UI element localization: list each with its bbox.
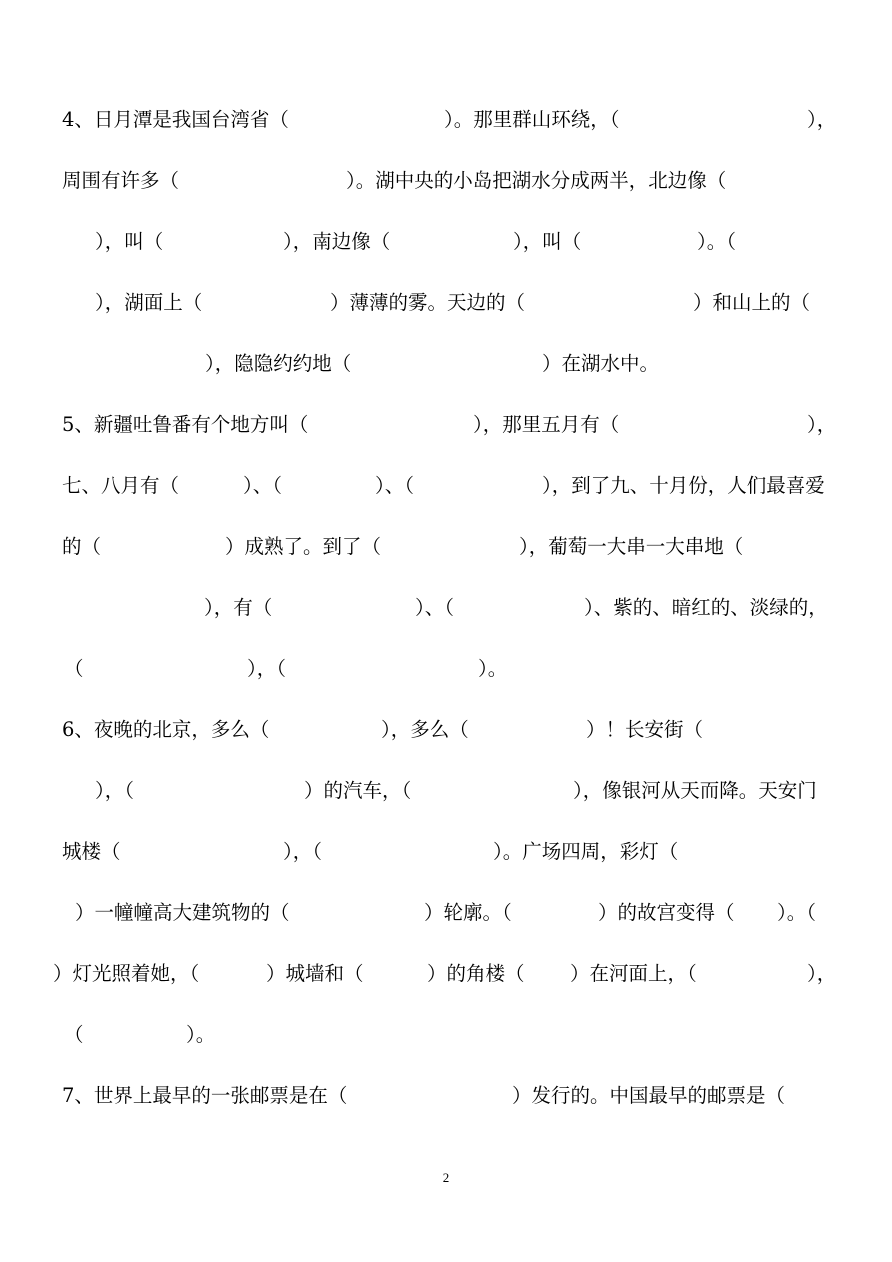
text-line-q6-4 — [0, 893, 892, 933]
text-segment: 6、夜晚的北京，多么（ — [62, 718, 270, 741]
text-segment: ）薄薄的雾。天边的（ — [330, 291, 526, 314]
text-segment: ）、（ — [243, 474, 283, 497]
text-line-q6-2 — [0, 771, 892, 811]
text-segment: ）、（ — [415, 596, 455, 619]
text-segment: ）在湖水中。 — [542, 352, 660, 375]
text-segment: ），叫（ — [513, 230, 582, 253]
text-line-q5-5 — [0, 649, 892, 689]
text-line-q5-3 — [0, 527, 892, 567]
text-segment: ）成熟了。到了（ — [225, 535, 382, 558]
text-line-q4-5 — [0, 344, 892, 384]
text-segment: 城楼（ — [62, 840, 121, 863]
text-segment: ），湖面上（ — [95, 291, 203, 314]
text-segment: ）城墙和（ — [266, 962, 364, 985]
text-line-q4-2 — [0, 161, 892, 201]
text-segment: 5、新疆吐鲁番有个地方叫（ — [62, 413, 309, 436]
text-segment: ），隐隐约约地（ — [205, 352, 352, 375]
text-segment: ）发行的。中国最早的邮票是（ — [512, 1084, 786, 1107]
text-line-q6-3 — [0, 832, 892, 872]
text-segment: 七、八月有（ — [62, 474, 180, 497]
text-segment: ）的故宫变得（ — [598, 901, 735, 924]
text-segment: ）。（ — [777, 901, 817, 924]
text-segment: 的（ — [62, 535, 102, 558]
text-segment: ），葡萄一大串一大串地（ — [519, 535, 744, 558]
text-segment: ）！长安街（ — [586, 718, 704, 741]
text-segment: ），（ — [95, 779, 135, 802]
text-line-q4-1 — [0, 100, 892, 140]
text-segment: ），叫（ — [95, 230, 164, 253]
text-line-q5-1 — [0, 405, 892, 445]
text-line-q5-2 — [0, 466, 892, 506]
text-segment: ），到了九、十月份，人们最喜爱 — [542, 474, 825, 497]
text-segment: ）， — [807, 413, 837, 436]
text-segment: ）。 — [186, 1023, 216, 1046]
text-segment: ）的汽车，（ — [304, 779, 412, 802]
text-segment: ）一幢幢高大建筑物的（ — [75, 901, 290, 924]
text-segment: ），有（ — [204, 596, 273, 619]
text-segment: ），（ — [247, 657, 287, 680]
text-segment: ），像银河从天而降。天安门 — [573, 779, 817, 802]
text-segment: ）和山上的（ — [693, 291, 811, 314]
text-segment: ）。 — [478, 657, 508, 680]
text-segment: （ — [64, 1023, 84, 1046]
text-segment: ）。（ — [697, 230, 737, 253]
text-line-q5-4 — [0, 588, 892, 628]
page-number: 2 — [442, 1170, 450, 1185]
text-segment: ）， — [807, 108, 837, 131]
text-segment: ）。湖中央的小岛把湖水分成两半，北边像（ — [346, 169, 727, 192]
text-line-q7-1 — [0, 1076, 892, 1116]
text-segment: ）轮廓。（ — [424, 901, 512, 924]
text-segment: ）、（ — [375, 474, 415, 497]
text-line-q4-4 — [0, 283, 892, 323]
text-segment: （ — [64, 657, 84, 680]
text-line-q6-6 — [0, 1015, 892, 1055]
text-line-q4-3 — [0, 222, 892, 262]
text-segment: ），那里五月有（ — [473, 413, 620, 436]
text-segment: ）在河面上，（ — [570, 962, 697, 985]
text-segment: ）。那里群山环绕，（ — [444, 108, 620, 131]
text-line-q6-1 — [0, 710, 892, 750]
text-segment: ）、紫的、暗红的、淡绿的， — [584, 596, 828, 619]
text-segment: ）灯光照着她，（ — [53, 962, 200, 985]
text-segment: 周围有许多（ — [62, 169, 180, 192]
text-segment: 4、日月潭是我国台湾省（ — [62, 108, 289, 131]
text-segment: ）， — [807, 962, 837, 985]
text-segment: 7、世界上最早的一张邮票是在（ — [62, 1084, 348, 1107]
text-segment: ）。广场四周，彩灯（ — [493, 840, 679, 863]
text-segment: ）的角楼（ — [427, 962, 525, 985]
text-segment: ），南边像（ — [283, 230, 391, 253]
text-line-q6-5 — [0, 954, 892, 994]
text-segment: ），（ — [283, 840, 323, 863]
text-segment: ），多么（ — [381, 718, 469, 741]
